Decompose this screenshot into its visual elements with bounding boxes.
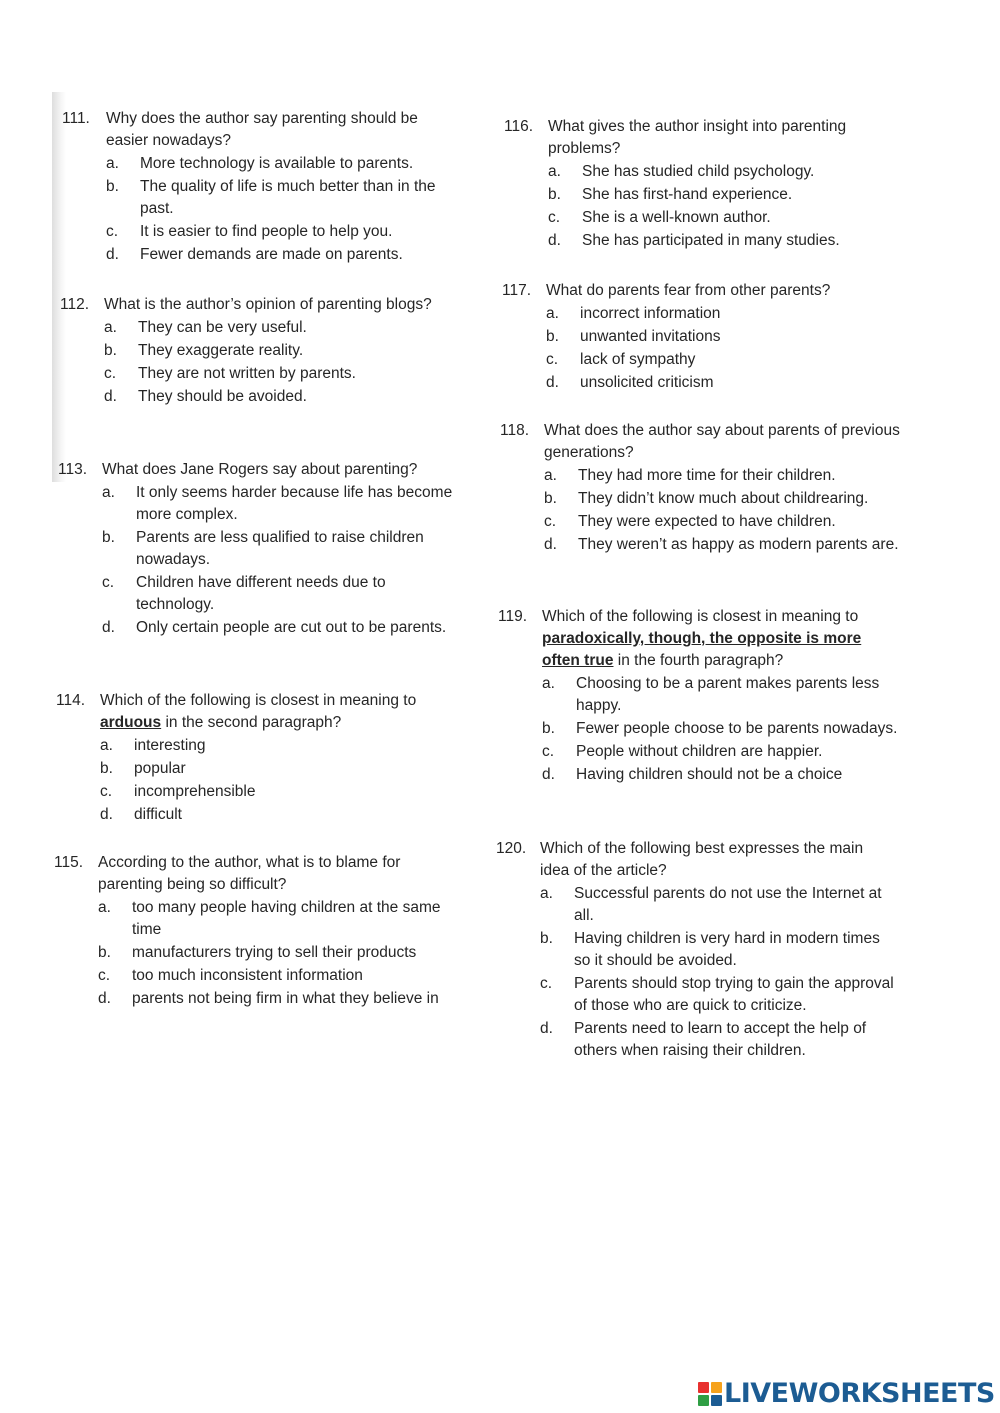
option-letter: b. [544,490,557,507]
keyword: arduous [100,714,162,731]
question-text: What do parents fear from other parents? [546,282,831,299]
answer-option [548,207,904,229]
option-letter: a. [98,899,111,916]
option-text: incomprehensible [134,783,256,800]
answer-option [542,764,898,786]
option-text: Choosing to be a parent makes parents less happy. [576,675,880,714]
answer-option [540,928,896,972]
option-text: They had more time for their children. [578,467,836,484]
option-text: Successful parents do not use the Internet at all. [574,885,882,924]
answer-option [102,572,458,616]
answer-option [540,883,896,927]
option-text: Having children should not be a choice [576,766,843,783]
option-letter: c. [102,574,115,591]
option-letter: a. [546,305,559,322]
option-letter: b. [542,720,555,737]
option-letter: d. [100,806,113,823]
option-text: Fewer demands are made on parents. [140,246,403,263]
answer-option [102,482,458,526]
option-letter: c. [100,783,113,800]
option-letter: d. [106,246,119,263]
question-119 [498,606,898,786]
answer-option [100,781,456,803]
option-letter: b. [98,944,111,961]
question-111 [62,108,462,266]
option-text: More technology is available to parents. [140,155,414,172]
option-text: People without children are happier. [576,743,823,760]
option-letter: a. [542,675,555,692]
option-letter: a. [100,737,113,754]
answer-option [542,673,898,717]
answer-option [548,230,904,252]
option-text: It only seems harder because life has become more complex. [136,484,453,523]
answer-option [544,465,900,487]
answer-option [100,735,456,757]
answer-option [106,176,462,220]
option-text: They didn’t know much about childrearing. [578,490,869,507]
option-letter: d. [98,990,111,1007]
answer-option [98,965,454,987]
option-letter: d. [544,536,557,553]
question-text [100,690,456,734]
question-text-before: Which of the following is closest in meaning to [542,608,859,625]
option-text: Fewer people choose to be parents nowadays. [576,720,898,737]
option-text: They can be very useful. [138,319,307,336]
option-letter: a. [544,467,557,484]
answer-option [104,363,460,385]
option-text: The quality of life is much better than in the past. [140,178,436,217]
option-letter: c. [542,743,555,760]
option-letter: c. [106,223,119,240]
question-text [542,606,898,672]
option-letter: a. [102,484,115,501]
answer-option [546,326,902,348]
option-text: difficult [134,806,182,823]
option-text: They weren’t as happy as modern parents are. [578,536,899,553]
option-text: They should be avoided. [138,388,307,405]
answer-option [104,340,460,362]
answer-option [546,349,902,371]
option-text: too much inconsistent information [132,967,363,984]
option-text: popular [134,760,186,777]
question-text: What does Jane Rogers say about parenting? [102,461,418,478]
option-text: Parents need to learn to accept the help of others when raising their children. [574,1020,867,1059]
option-letter: d. [548,232,561,249]
question-number: 116. [504,118,534,135]
question-text-before: Which of the following is closest in meaning to [100,692,417,709]
question-number: 119. [498,608,528,625]
question-number: 118. [500,422,530,439]
option-text: It is easier to find people to help you. [140,223,393,240]
question-116 [504,116,904,252]
option-letter: c. [98,967,111,984]
question-115 [54,852,454,1010]
question-text: What is the author’s opinion of parenting blogs? [104,296,432,313]
option-letter: b. [104,342,117,359]
logo-text: LIVEWORKSHEETS [724,1378,995,1409]
question-number: 114. [56,692,86,709]
option-letter: a. [548,163,561,180]
answer-option [544,511,900,533]
option-text: manufacturers trying to sell their products [132,944,417,961]
answer-option [104,386,460,408]
option-text: They exaggerate reality. [138,342,304,359]
answer-option [548,184,904,206]
option-letter: d. [546,374,559,391]
option-letter: c. [544,513,557,530]
answer-option [98,897,454,941]
answer-option [546,372,902,394]
answer-option [106,244,462,266]
question-text-after: in the second paragraph? [161,714,342,731]
option-letter: a. [104,319,117,336]
question-number: 117. [502,282,532,299]
option-text: She has first-hand experience. [582,186,793,203]
option-letter: b. [548,186,561,203]
option-text: Only certain people are cut out to be parents. [136,619,447,636]
answer-option [100,804,456,826]
question-number: 120. [496,840,527,857]
keyword: paradoxically, though, the opposite is more often true [542,630,862,669]
option-letter: c. [540,975,553,992]
answer-option [106,153,462,175]
question-text: Why does the author say parenting should be easier nowadays? [106,110,418,149]
option-letter: a. [106,155,119,172]
option-letter: d. [104,388,117,405]
option-text: interesting [134,737,206,754]
option-letter: d. [540,1020,553,1037]
option-text: unwanted invitations [580,328,721,345]
question-text: What does the author say about parents of previous generations? [544,422,900,461]
option-letter: c. [548,209,561,226]
question-117 [502,280,902,394]
question-118 [500,420,900,556]
option-letter: d. [102,619,115,636]
logo-mark-icon [698,1382,722,1406]
option-letter: c. [546,351,559,368]
question-number: 112. [60,296,90,313]
option-text: lack of sympathy [580,351,696,368]
answer-option [102,617,458,639]
option-text: Parents are less qualified to raise children nowadays. [136,529,424,568]
question-120 [496,838,896,1062]
option-letter: b. [100,760,113,777]
liveworksheets-logo[interactable] [698,1378,995,1409]
option-letter: b. [540,930,553,947]
answer-option [100,758,456,780]
option-text: She is a well-known author. [582,209,771,226]
option-letter: b. [546,328,559,345]
question-text: What gives the author insight into parenting problems? [548,118,847,157]
option-letter: c. [104,365,117,382]
option-text: Parents should stop trying to gain the approval of those who are quick to criticize. [574,975,894,1014]
answer-option [98,988,454,1010]
answer-option [542,718,898,740]
answer-option [102,527,458,571]
option-letter: a. [540,885,553,902]
answer-option [98,942,454,964]
option-text: Children have different needs due to technology. [136,574,386,613]
option-text: They were expected to have children. [578,513,836,530]
question-text: Which of the following best expresses the main idea of the article? [540,840,864,879]
question-number: 115. [54,854,84,871]
question-112 [60,294,460,408]
option-letter: b. [102,529,115,546]
answer-option [540,1018,896,1062]
option-text: parents not being firm in what they believe in [132,990,439,1007]
answer-option [104,317,460,339]
question-text: According to the author, what is to blame for parenting being so difficult? [98,854,401,893]
question-number: 113. [58,461,88,478]
answer-option [548,161,904,183]
option-letter: b. [106,178,119,195]
answer-option [546,303,902,325]
option-text: unsolicited criticism [580,374,714,391]
answer-option [544,488,900,510]
option-text: too many people having children at the same time [132,899,441,938]
option-text: Having children is very hard in modern times so it should be avoided. [574,930,880,969]
answer-option [540,973,896,1017]
option-text: She has studied child psychology. [582,163,815,180]
question-text-after: in the fourth paragraph? [613,652,784,669]
option-text: incorrect information [580,305,721,322]
question-114 [56,690,456,826]
answer-option [544,534,900,556]
question-113 [58,459,458,639]
option-letter: d. [542,766,555,783]
answer-option [542,741,898,763]
question-number: 111. [62,110,90,127]
option-text: She has participated in many studies. [582,232,840,249]
option-text: They are not written by parents. [138,365,356,382]
answer-option [106,221,462,243]
